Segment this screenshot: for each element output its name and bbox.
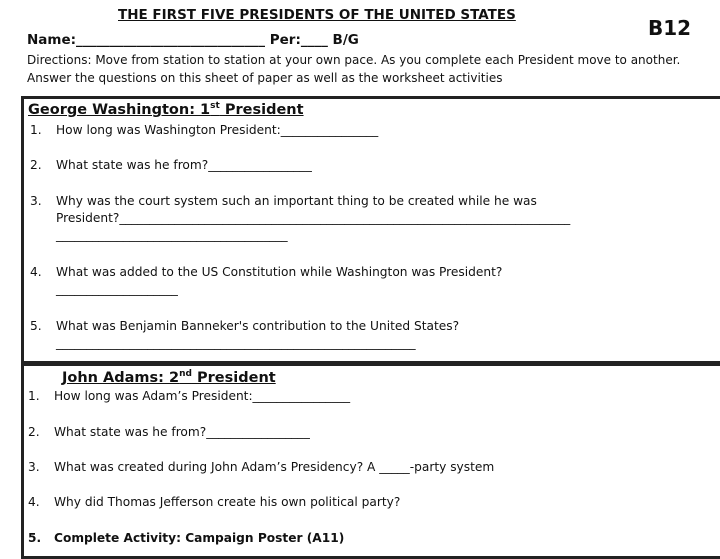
question-number: 2. <box>30 158 42 172</box>
question-text: Why did Thomas Jefferson create his own political party? <box>54 495 401 509</box>
worksheet-code: B12 <box>648 16 692 40</box>
washington-heading-text: George Washington: 1 <box>28 101 211 118</box>
directions-line-1: Directions: Move from station to station at your own pace. As you complete each President move to another. <box>27 53 681 67</box>
directions-line-2: Answer the questions on this sheet of paper as well as the worksheet activities <box>27 71 503 85</box>
answer-line: ___________________________________________________________ <box>56 336 416 350</box>
adams-heading-text: John Adams: 2 <box>62 369 180 386</box>
question-text: Why was the court system such an important thing to be created while he was <box>56 194 537 208</box>
adams-heading-suffix: President <box>191 369 276 386</box>
page-title: THE FIRST FIVE PRESIDENTS OF THE UNITED STATES <box>118 7 516 23</box>
washington-heading-sup: st <box>210 101 220 111</box>
washington-heading <box>28 101 304 118</box>
answer-line: ____________________ <box>56 282 178 296</box>
question-text: What was added to the US Constitution while Washington was President? <box>56 265 503 279</box>
question-text: What state was he from?_________________ <box>54 425 310 439</box>
question-text: What was created during John Adam’s Presidency? A _____-party system <box>54 460 495 474</box>
question-number: 5. <box>30 319 42 333</box>
question-text: What state was he from?_________________ <box>56 158 312 172</box>
washington-section <box>21 96 720 364</box>
question-number: 4. <box>30 265 42 279</box>
question-number: 1. <box>30 123 42 137</box>
answer-line: ______________________________________ <box>56 228 288 242</box>
question-text: How long was Washington President:________________ <box>56 123 379 137</box>
question-number: 5. <box>28 531 42 545</box>
question-text: What was Benjamin Banneker's contribution to the United States? <box>56 319 460 333</box>
question-number: 2. <box>28 425 40 439</box>
adams-heading-sup: nd <box>179 369 192 379</box>
answer-line: President?__________________________________________________________________________ <box>56 211 571 225</box>
question-number: 3. <box>30 194 42 208</box>
adams-section <box>21 363 720 559</box>
name-period-line: Name:____________________________ Per:____ B/G <box>27 32 359 48</box>
question-number: 1. <box>28 389 40 403</box>
washington-heading-suffix: President <box>219 101 304 118</box>
question-number: 3. <box>28 460 40 474</box>
adams-heading <box>62 369 276 386</box>
question-number: 4. <box>28 495 40 509</box>
question-text: Complete Activity: Campaign Poster (A11) <box>54 531 345 545</box>
question-text: How long was Adam’s President:________________ <box>54 389 351 403</box>
